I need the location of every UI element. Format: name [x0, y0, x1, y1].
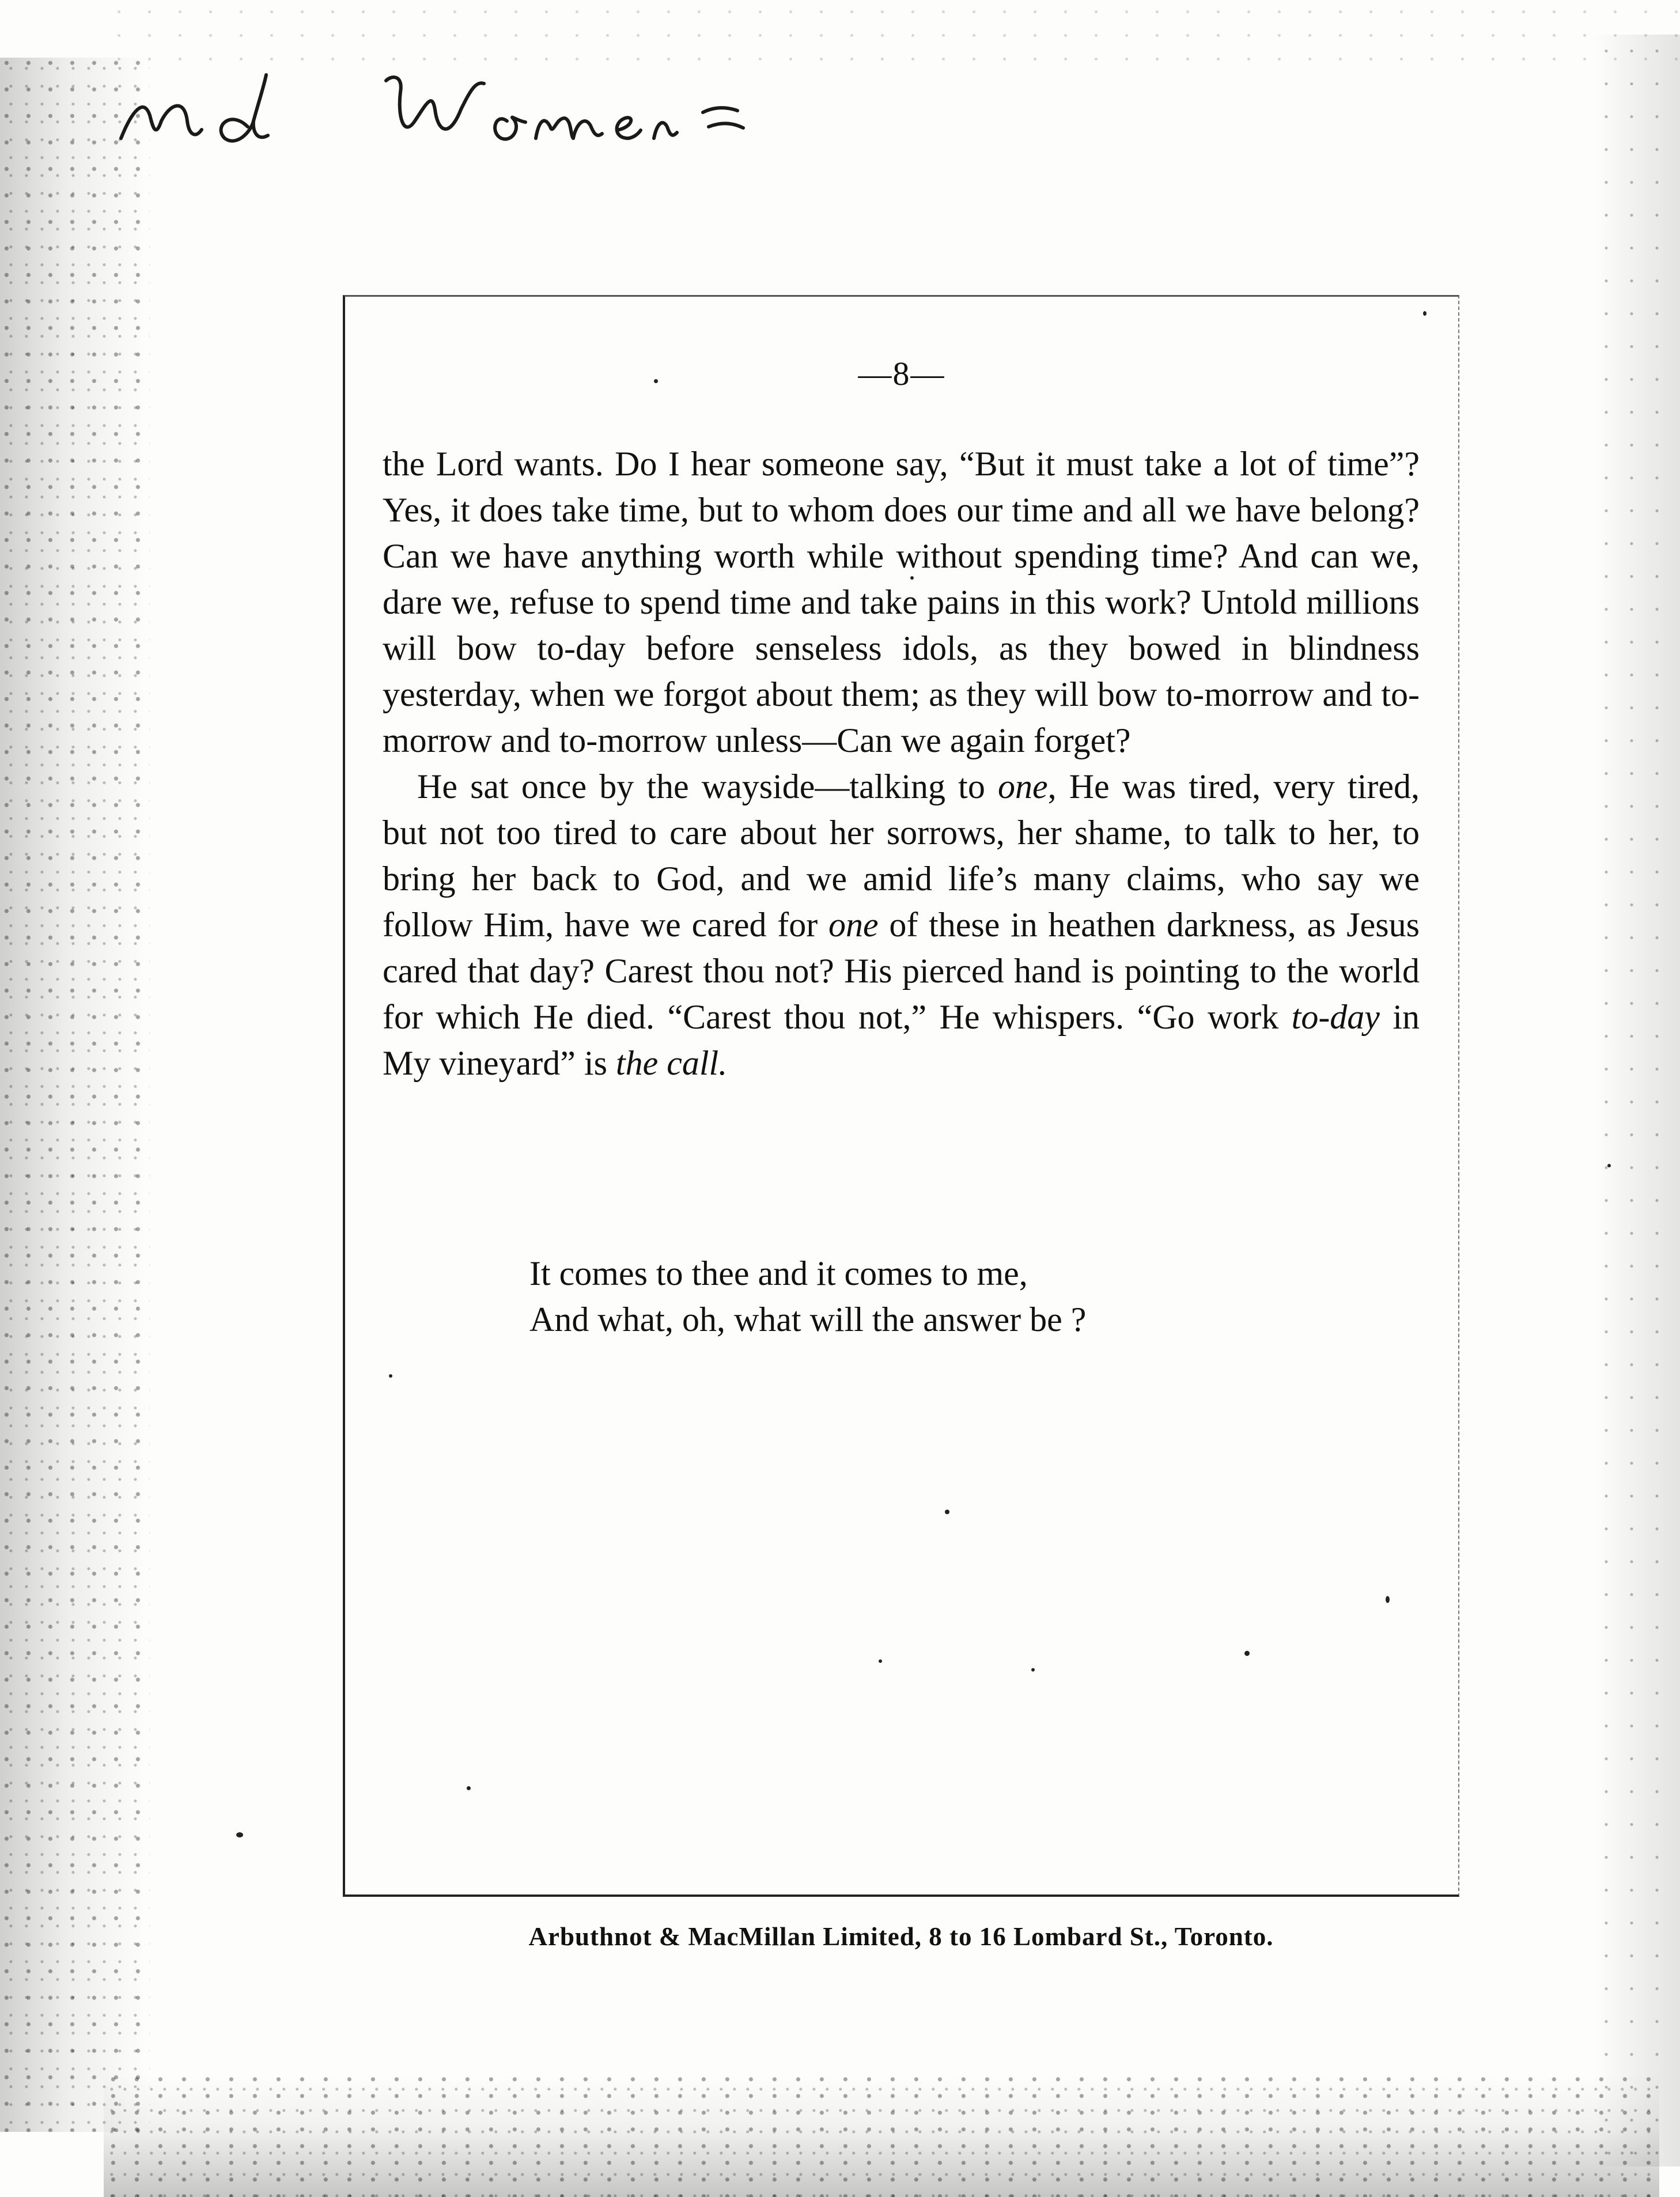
- italic-emphasis: the call.: [615, 1044, 728, 1082]
- scan-edge-left: [0, 58, 150, 2132]
- verse-line-1: It comes to thee and it comes to me,: [529, 1254, 1028, 1292]
- page-number: —8—: [858, 355, 945, 392]
- text-run: , He was tired, very tired, but not too tired to care about her sorrows, her shame, to talk to her, to bring her back to God, and we amid life’s many claims, who say we follow Him, have we cared for: [383, 767, 1420, 944]
- italic-emphasis: to-day: [1291, 998, 1380, 1036]
- speck: [467, 1786, 471, 1790]
- speck: [236, 1832, 243, 1837]
- text-run: the Lord wants. Do I hear someone say, “But it must take a lot of time”? Yes, it does take time, but to whom does our time and all we have belong? Can we have anything worth while without spending time? And can we, dare we, refuse to spend time and take pains in this work? Untold millions will bow to-day before senseless idols, as they bowed in blindness yesterday, when we forgot about them; as they will bow to-morrow and to-morrow and to-morrow unless—Can we again forget?: [383, 445, 1420, 759]
- italic-emphasis: one: [997, 767, 1048, 806]
- content-frame: [343, 295, 1459, 1897]
- speck: [1607, 1164, 1611, 1167]
- body-text: [383, 441, 1420, 1086]
- paragraph: [383, 441, 1420, 763]
- speck: [389, 1374, 392, 1378]
- paragraph: [383, 763, 1420, 1086]
- speck: [945, 1510, 949, 1514]
- text-run: in My vineyard” is: [383, 998, 1420, 1082]
- text-run: He sat once by the wayside—talking to: [417, 767, 998, 806]
- handwritten-note: [115, 58, 807, 161]
- scan-edge-right: [1594, 35, 1680, 2166]
- speck: [879, 1659, 882, 1663]
- verse: [529, 1250, 1086, 1343]
- speck: [1386, 1596, 1390, 1603]
- speck: [654, 379, 658, 383]
- speck: [1423, 311, 1427, 316]
- italic-emphasis: one: [828, 906, 879, 944]
- speck: [1031, 1668, 1035, 1672]
- publisher-imprint: Arbuthnot & MacMillan Limited, 8 to 16 Lombard St., Toronto.: [528, 1922, 1274, 1951]
- text-run: of these in heathen darkness, as Jesus cared that day? Carest thou not? His pierced hand is pointing to the world for which He died. “Carest thou not,” He whispers. “Go work: [383, 906, 1420, 1036]
- speck: [1244, 1651, 1250, 1656]
- scan-edge-bottom: [104, 2074, 1659, 2197]
- speck: [910, 576, 914, 580]
- verse-line-2: And what, oh, what will the answer be ?: [529, 1300, 1087, 1338]
